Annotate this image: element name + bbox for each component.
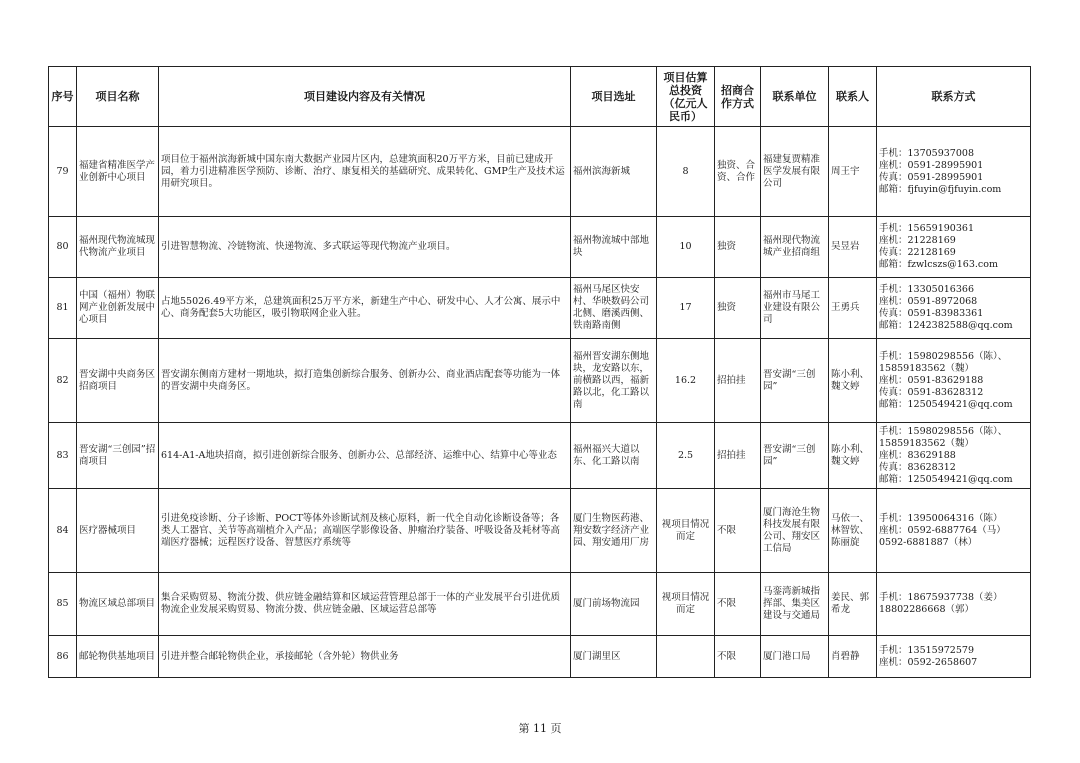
row-location: 福州福兴大道以东、化工路以南	[571, 423, 657, 489]
row-contact: 手机：18675937738（姜） 18802286668（郭）	[877, 573, 1031, 636]
row-unit: 厦门港口局	[761, 636, 829, 678]
row-name: 晋安湖中央商务区招商项目	[77, 339, 159, 423]
row-investment: 2.5	[657, 423, 715, 489]
row-content: 引进免疫诊断、分子诊断、POCT等体外诊断试剂及核心原料，新一代全自动化诊断设备等；各类人工器官、关节等高端植介入产品；高端医学影像设备、肿瘤治疗装备、呼吸设备及耗材等高端医疗器械；远程医疗设备、智慧医疗系统等	[159, 489, 571, 573]
header-person: 联系人	[829, 67, 877, 127]
row-mode: 招拍挂	[715, 339, 761, 423]
row-person: 陈小利、魏文婷	[829, 423, 877, 489]
row-investment: 16.2	[657, 339, 715, 423]
header-content: 项目建设内容及有关情况	[159, 67, 571, 127]
header-name: 项目名称	[77, 67, 159, 127]
row-unit: 福州现代物流城产业招商组	[761, 217, 829, 278]
row-investment: 视项目情况而定	[657, 489, 715, 573]
project-table	[48, 66, 1031, 678]
row-location: 福州晋安湖东侧地块，龙安路以东，前横路以西，福新路以北，化工路以南	[571, 339, 657, 423]
header-location: 项目选址	[571, 67, 657, 127]
table-row	[49, 278, 1031, 339]
row-mode: 不限	[715, 489, 761, 573]
row-contact: 手机：13515972579 座机：0592-2658607	[877, 636, 1031, 678]
row-contact: 手机：13305016366 座机：0591-8972068 传真：0591-83983361 邮箱：1242382588@qq.com	[877, 278, 1031, 339]
row-unit: 福建复贾精准医学发展有限公司	[761, 127, 829, 217]
row-location: 福州滨海新城	[571, 127, 657, 217]
row-contact: 手机：15659190361 座机：21228169 传真：22128169 邮箱：fzwlcszs@163.com	[877, 217, 1031, 278]
row-mode: 独资	[715, 278, 761, 339]
row-name: 福建省精准医学产业创新中心项目	[77, 127, 159, 217]
row-person: 周王宇	[829, 127, 877, 217]
row-investment: 8	[657, 127, 715, 217]
row-contact: 手机：15980298556（陈）、15859183562（魏） 座机：0591-83629188 传真：0591-83628312 邮箱：1250549421@qq.com	[877, 339, 1031, 423]
row-unit: 福州市马尾工业建设有限公司	[761, 278, 829, 339]
row-location: 厦门前场物流园	[571, 573, 657, 636]
row-unit: 晋安湖“三创园”	[761, 423, 829, 489]
row-no: 80	[49, 217, 77, 278]
row-location: 福州物流城中部地块	[571, 217, 657, 278]
header-contact: 联系方式	[877, 67, 1031, 127]
table-row	[49, 636, 1031, 678]
row-person: 马依一、林智钦、陈丽旋	[829, 489, 877, 573]
row-person: 陈小利、魏文婷	[829, 339, 877, 423]
table-row	[49, 339, 1031, 423]
row-investment: 10	[657, 217, 715, 278]
row-person: 姜民、郭希龙	[829, 573, 877, 636]
row-no: 83	[49, 423, 77, 489]
header-no: 序号	[49, 67, 77, 127]
row-content: 项目位于福州滨海新城中国东南大数据产业园片区内，总建筑面积20万平方米，目前已建成开园，着力引进精准医学预防、诊断、治疗、康复相关的基础研究、成果转化、GMP生产及技术运用研究项目。	[159, 127, 571, 217]
row-content: 引进并整合邮轮物供企业，承接邮轮（含外轮）物供业务	[159, 636, 571, 678]
row-unit: 马銮湾新城指挥部、集美区建设与交通局	[761, 573, 829, 636]
row-name: 物流区域总部项目	[77, 573, 159, 636]
row-mode: 独资、合资、合作	[715, 127, 761, 217]
row-content: 集合采购贸易、物流分拨、供应链金融结算和区域运营管理总部于一体的产业发展平台引进优质物流企业发展采购贸易、物流分拨、供应链金融、区域运营总部等	[159, 573, 571, 636]
row-location: 福州马尾区快安村、华映数码公司北侧、磨溪西侧、铁南路南侧	[571, 278, 657, 339]
row-person: 王勇兵	[829, 278, 877, 339]
row-person: 吴昱岩	[829, 217, 877, 278]
row-no: 84	[49, 489, 77, 573]
row-no: 86	[49, 636, 77, 678]
row-name: 中国（福州）物联网产业创新发展中心项目	[77, 278, 159, 339]
row-location: 厦门生物医药港、翔安数字经济产业园、翔安通用厂房	[571, 489, 657, 573]
header-investment: 项目估算总投资（亿元人民币）	[657, 67, 715, 127]
row-name: 医疗器械项目	[77, 489, 159, 573]
table-row	[49, 217, 1031, 278]
row-no: 85	[49, 573, 77, 636]
row-no: 82	[49, 339, 77, 423]
row-investment: 17	[657, 278, 715, 339]
row-location: 厦门湖里区	[571, 636, 657, 678]
table-row	[49, 573, 1031, 636]
row-person: 肖碧静	[829, 636, 877, 678]
header-mode: 招商合作方式	[715, 67, 761, 127]
row-mode: 招拍挂	[715, 423, 761, 489]
row-mode: 不限	[715, 573, 761, 636]
header-unit: 联系单位	[761, 67, 829, 127]
row-investment	[657, 636, 715, 678]
row-name: 晋安湖“三创园”招商项目	[77, 423, 159, 489]
row-investment: 视项目情况而定	[657, 573, 715, 636]
header-row	[49, 67, 1031, 127]
row-name: 邮轮物供基地项目	[77, 636, 159, 678]
row-content: 占地55026.49平方米，总建筑面积25万平方米，新建生产中心、研发中心、人才公寓、展示中心、商务配套5大功能区，吸引物联网企业入驻。	[159, 278, 571, 339]
table-row	[49, 423, 1031, 489]
row-no: 81	[49, 278, 77, 339]
row-mode: 独资	[715, 217, 761, 278]
table-row	[49, 489, 1031, 573]
row-unit: 厦门海沧生物科技发展有限公司、翔安区工信局	[761, 489, 829, 573]
row-contact: 手机：13950064316（陈） 座机：0592-6887764（马） 0592-6881887（林）	[877, 489, 1031, 573]
row-content: 614-A1-A地块招商，拟引进创新综合服务、创新办公、总部经济、运维中心、结算中心等业态	[159, 423, 571, 489]
row-contact: 手机：15980298556（陈）、15859183562（魏） 座机：83629188 传真：83628312 邮箱：1250549421@qq.com	[877, 423, 1031, 489]
row-name: 福州现代物流城现代物流产业项目	[77, 217, 159, 278]
row-mode: 不限	[715, 636, 761, 678]
row-unit: 晋安湖“三创园”	[761, 339, 829, 423]
table-row	[49, 127, 1031, 217]
row-content: 晋安湖东侧南方建材一期地块，拟打造集创新综合服务、创新办公、商业酒店配套等功能为一体的晋安湖中央商务区。	[159, 339, 571, 423]
row-content: 引进智慧物流、冷链物流、快递物流、多式联运等现代物流产业项目。	[159, 217, 571, 278]
page-number: 第 11 页	[518, 722, 562, 735]
row-contact: 手机：13705937008 座机：0591-28995901 传真：0591-28995901 邮箱：fjfuyin@fjfuyin.com	[877, 127, 1031, 217]
row-no: 79	[49, 127, 77, 217]
